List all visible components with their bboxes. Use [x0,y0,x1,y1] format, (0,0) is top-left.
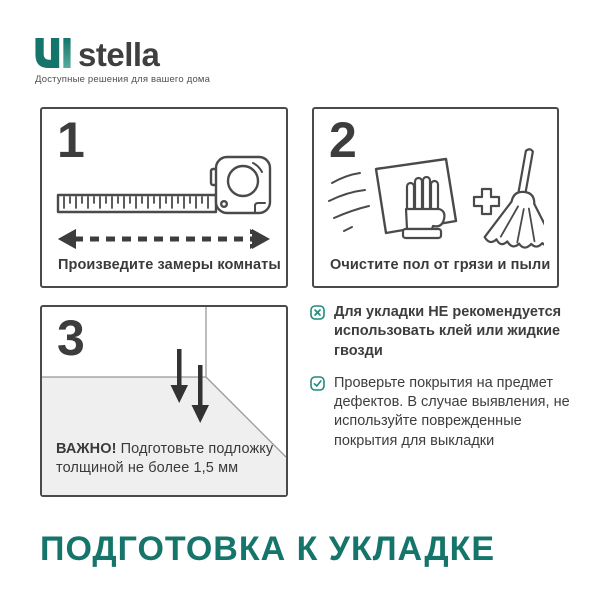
tape-measure-icon [56,151,272,251]
note-item-no-glue [310,303,572,361]
notes-list [310,303,572,464]
x-icon [310,305,325,320]
step-number: 2 [329,112,357,168]
step-panel-2 [312,107,559,288]
step-caption: Произведите замеры комнаты [58,257,281,273]
step-number: 3 [57,310,85,366]
caption-text: Подготовьте подложку толщиной не более 1,5 мм [56,440,274,477]
brand-name: stella [78,35,160,73]
brand-tagline: Доступные решения для вашего дома [35,74,211,85]
note-text: Проверьте покрытия на предмет дефектов. В случае выявления, не используйте поврежденные покрытия для выкладки [334,374,570,449]
step-caption: Очистите пол от грязи и пыли [330,257,551,273]
step-panel-1 [40,107,288,288]
page-title: ПОДГОТОВКА К УКЛАДКЕ [40,530,496,568]
note-text: Для укладки НЕ рекомендуется использовать клей или жидкие гвозди [334,304,562,359]
caption-important: ВАЖНО! [56,440,117,457]
brand-logo [35,35,211,85]
note-item-check-defects [310,374,572,451]
cleaning-icon [328,147,544,259]
check-icon [310,376,325,391]
step-number: 1 [57,112,85,168]
step-caption [56,440,281,479]
step-panel-3 [40,305,288,497]
stella-logo-icon [35,38,71,69]
